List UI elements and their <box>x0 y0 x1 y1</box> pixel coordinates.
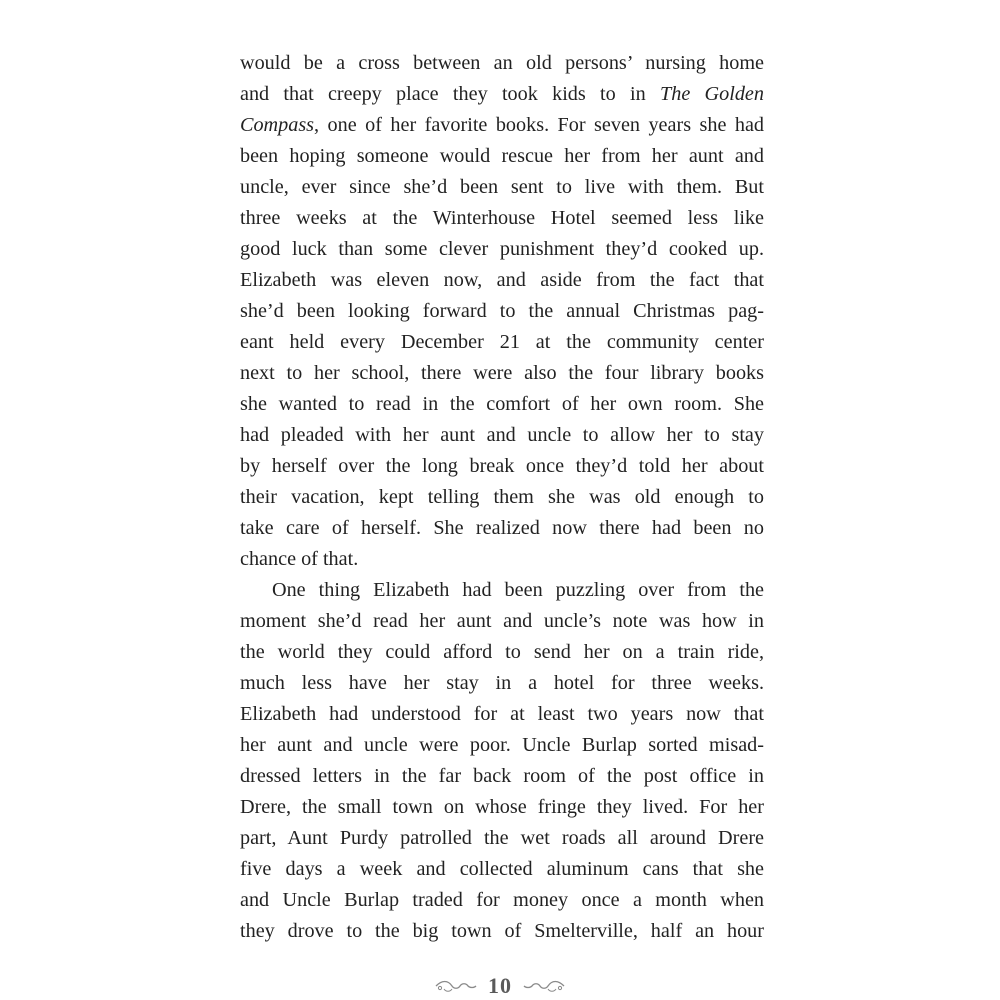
text-segment: take care of herself. She realized now there had been no <box>240 517 764 539</box>
text-line <box>240 141 764 172</box>
text-segment: three weeks at the Winterhouse Hotel seemed less like <box>240 207 764 229</box>
text-segment: five days a week and collected aluminum cans that she <box>240 858 764 880</box>
text-line <box>240 203 764 234</box>
text-line <box>240 358 764 389</box>
text-segment: by herself over the long break once they’d told her about <box>240 455 764 477</box>
text-segment: would be a cross between an old persons’ nursing home <box>240 52 764 74</box>
body-text <box>240 48 764 947</box>
flourish-right-icon <box>522 979 566 993</box>
text-segment: Elizabeth was eleven now, and aside from the fact that <box>240 269 764 291</box>
text-line <box>240 172 764 203</box>
text-segment: Elizabeth had understood for at least two years now that <box>240 703 764 725</box>
text-line <box>240 327 764 358</box>
text-line <box>240 296 764 327</box>
text-segment: she’d been looking forward to the annual Christmas pag- <box>240 300 764 322</box>
text-line <box>240 575 764 606</box>
text-segment: much less have her stay in a hotel for three weeks. <box>240 672 764 694</box>
text-segment: dressed letters in the far back room of the post office in <box>240 765 764 787</box>
text-segment: had pleaded with her aunt and uncle to allow her to stay <box>240 424 764 446</box>
text-line <box>240 792 764 823</box>
text-line <box>240 389 764 420</box>
text-line <box>240 668 764 699</box>
text-line <box>240 48 764 79</box>
text-line <box>240 110 764 141</box>
paragraph <box>240 48 764 575</box>
book-title: Compass <box>240 114 315 136</box>
text-segment: chance of that. <box>240 548 359 570</box>
text-segment: good luck than some clever punishment they’d cooked up. <box>240 238 764 260</box>
text-line <box>240 482 764 513</box>
text-segment: moment she’d read her aunt and uncle’s note was how in <box>240 610 764 632</box>
book-title: The Golden <box>660 83 764 105</box>
text-segment: they drove to the big town of Smelterville, half an hour <box>240 920 764 942</box>
text-segment: next to her school, there were also the four library books <box>240 362 764 384</box>
text-line <box>240 761 764 792</box>
text-segment: uncle, ever since she’d been sent to live with them. But <box>240 176 764 198</box>
text-line <box>240 730 764 761</box>
text-line <box>240 823 764 854</box>
text-segment: her aunt and uncle were poor. Uncle Burlap sorted misad- <box>240 734 764 756</box>
text-segment: the world they could afford to send her on a train ride, <box>240 641 764 663</box>
text-line <box>240 234 764 265</box>
flourish-left-icon <box>434 979 478 993</box>
text-line <box>240 916 764 947</box>
text-line <box>240 637 764 668</box>
text-segment: Drere, the small town on whose fringe they lived. For her <box>240 796 764 818</box>
text-line <box>240 451 764 482</box>
page-number: 10 <box>488 973 512 998</box>
text-line <box>240 513 764 544</box>
paragraph <box>240 575 764 947</box>
text-segment: their vacation, kept telling them she was old enough to <box>240 486 764 508</box>
text-segment: and that creepy place they took kids to in <box>240 83 660 105</box>
text-line <box>240 544 764 575</box>
text-segment: she wanted to read in the comfort of her own room. She <box>240 393 764 415</box>
text-line <box>240 79 764 110</box>
page-footer <box>0 972 1000 1000</box>
text-line <box>240 265 764 296</box>
text-line <box>240 699 764 730</box>
text-segment: and Uncle Burlap traded for money once a month when <box>240 889 764 911</box>
text-segment: , one of her favorite books. For seven years she had <box>314 114 764 136</box>
text-segment: One thing Elizabeth had been puzzling over from the <box>272 579 764 601</box>
text-line <box>240 885 764 916</box>
text-line <box>240 420 764 451</box>
text-segment: part, Aunt Purdy patrolled the wet roads all around Drere <box>240 827 764 849</box>
text-segment: eant held every December 21 at the community center <box>240 331 764 353</box>
text-segment: been hoping someone would rescue her from her aunt and <box>240 145 764 167</box>
text-line <box>240 854 764 885</box>
text-line <box>240 606 764 637</box>
